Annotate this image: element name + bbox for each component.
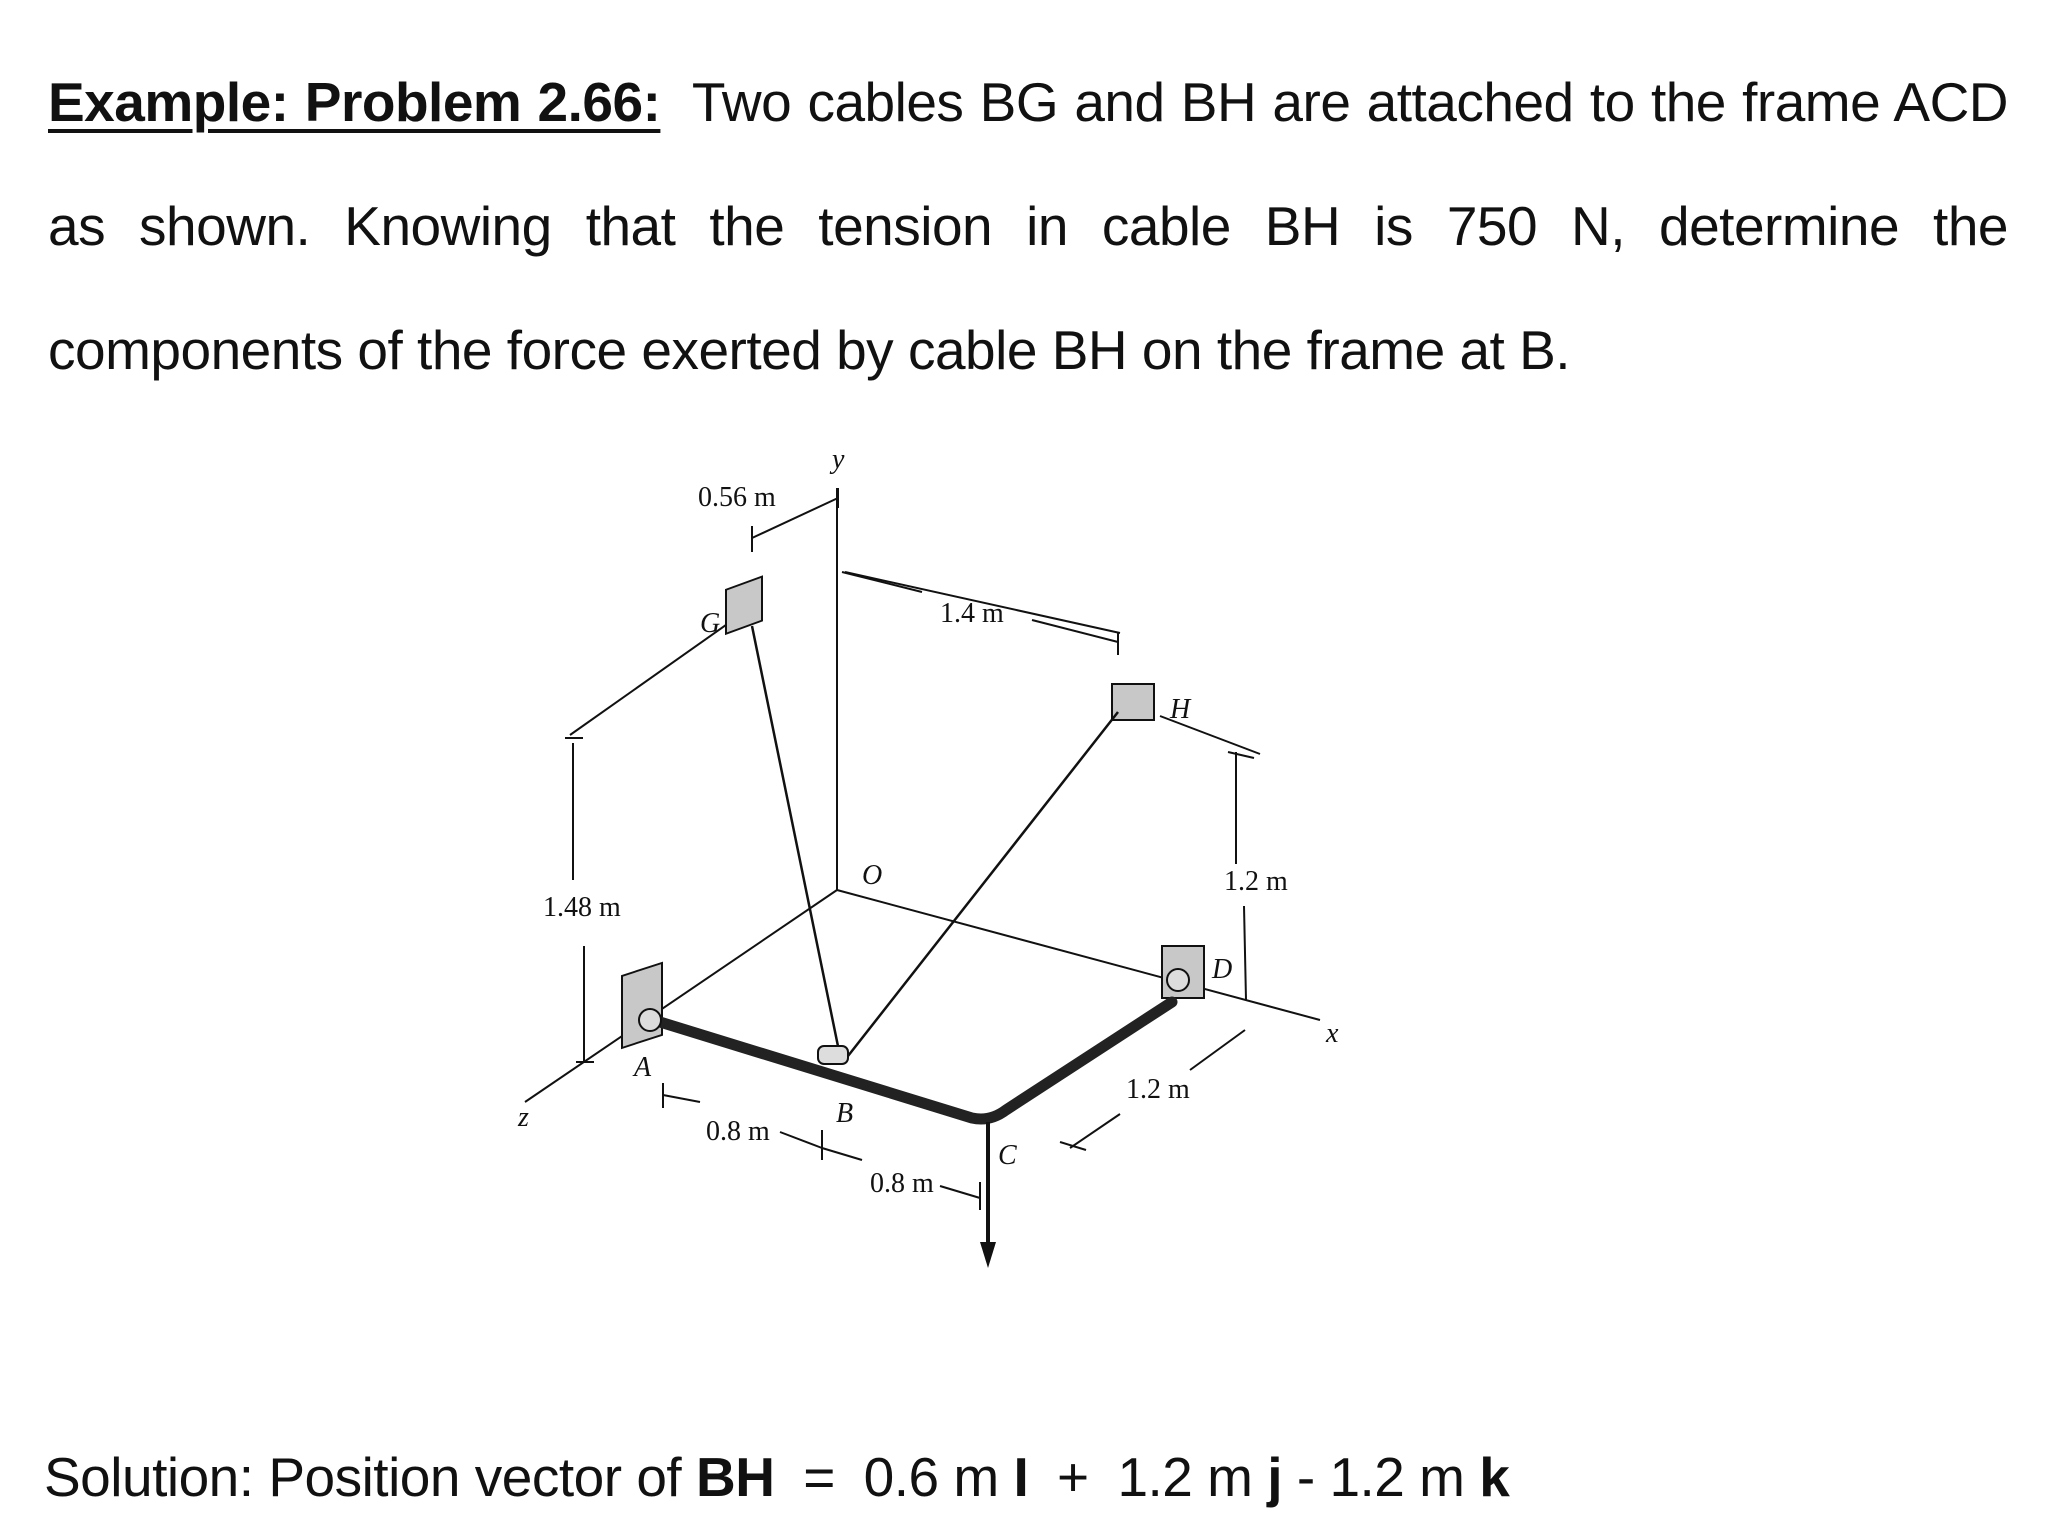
solution-prefix: Solution: Position vector of [44,1446,682,1508]
label-o: O [862,860,883,891]
cable-bg [752,626,840,1056]
dim-label-056: 0.56 m [698,482,776,513]
dim-label-148: 1.48 m [543,892,621,923]
problem-label: Example: Problem 2.66: [48,71,661,133]
unit-k: k [1479,1446,1510,1508]
unit-i: I [1013,1446,1029,1508]
yz-wall-edge [570,608,750,735]
dim-label-12-vert: 1.2 m [1224,866,1288,897]
collar-b [818,1046,848,1064]
load-arrow-head [980,1242,996,1268]
term2-coef: 1.2 m [1117,1446,1253,1508]
label-z: z [518,1102,529,1133]
collar-d [1167,969,1189,991]
label-h: H [1170,694,1191,725]
label-b: B [836,1098,854,1129]
label-d: D [1212,954,1233,985]
bracket-g [726,577,762,634]
dim-label-08b: 0.8 m [870,1168,934,1199]
dim-line-12-vert-b [1244,906,1246,1000]
frame-acd [660,1002,1172,1119]
unit-j: j [1267,1446,1283,1508]
dim-tick-12b [1060,1142,1086,1150]
dim-line-12-horz [1190,1030,1245,1070]
label-c: C [998,1140,1017,1171]
bracket-h [1112,684,1154,720]
dim-line-12-horz-b [1070,1114,1120,1148]
dim-line-08b-b [940,1186,980,1198]
collar-a [639,1009,661,1031]
plus-sign: + [1057,1446,1089,1508]
dim-line-08b [822,1148,862,1160]
dim-label-12-horz: 1.2 m [1126,1074,1190,1105]
problem-text: Two cables BG and BH are attached to the frame ACD as shown. Knowing that the tension in cable BH is 750 N, determine the components of the force exerted by cable BH on the frame at B. [48,71,2009,381]
dim-line-08a-b [780,1132,822,1148]
dim-line-14a [842,572,922,592]
equals-sign: = [803,1446,835,1508]
term1-coef: 0.6 m [863,1446,999,1508]
vector-name: BH [695,1446,775,1508]
cable-bh [848,712,1118,1056]
x-axis [837,890,1320,1020]
label-a: A [634,1052,652,1083]
term3-coef: - 1.2 m [1296,1446,1465,1508]
dim-line-08a [663,1095,700,1102]
label-y: y [832,444,845,475]
solution-line [44,1445,1509,1509]
dim-tick-12a [1228,752,1254,758]
dim-label-08a: 0.8 m [706,1116,770,1147]
dim-label-14: 1.4 m [940,598,1004,629]
bracket-a [622,963,662,1048]
label-x: x [1326,1018,1339,1049]
label-g: G [700,608,721,639]
